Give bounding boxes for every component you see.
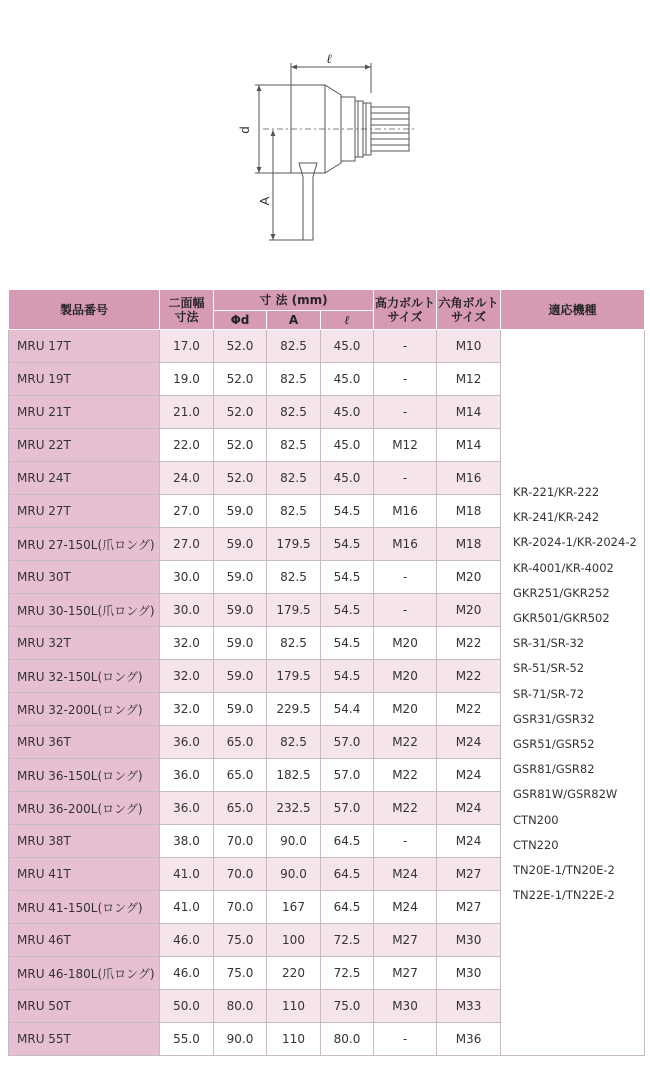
header-part-no: 製品番号 [9,290,160,330]
part-no-cell: MRU 27T [9,495,160,528]
compatible-model: GSR51/GSR52 [513,737,595,752]
hsb-cell: - [374,1023,437,1056]
hsb-cell: M27 [374,957,437,990]
d-cell: 90.0 [214,1023,267,1056]
d-cell: 52.0 [214,429,267,462]
flat-cell: 46.0 [160,924,214,957]
compatible-model: CTN220 [513,837,559,852]
flat-cell: 32.0 [160,627,214,660]
hex-cell: M22 [437,693,501,726]
flat-cell: 22.0 [160,429,214,462]
hsb-cell: M24 [374,858,437,891]
part-no-cell: MRU 24T [9,462,160,495]
flat-cell: 41.0 [160,891,214,924]
compatible-model: TN20E-1/TN20E-2 [513,863,615,878]
compatible-model: GKR501/GKR502 [513,611,610,626]
compatible-model: GSR81W/GSR82W [513,787,618,802]
flat-cell: 30.0 [160,594,214,627]
hsb-cell: M20 [374,693,437,726]
a-cell: 229.5 [267,693,321,726]
hsb-cell: - [374,363,437,396]
d-cell: 52.0 [214,363,267,396]
hsb-cell: M22 [374,726,437,759]
socket-drawing [225,45,425,250]
d-cell: 59.0 [214,495,267,528]
hsb-cell: M16 [374,528,437,561]
a-cell: 82.5 [267,396,321,429]
a-cell: 82.5 [267,363,321,396]
hsb-cell: M22 [374,759,437,792]
d-cell: 70.0 [214,825,267,858]
d-cell: 70.0 [214,858,267,891]
a-cell: 220 [267,957,321,990]
flat-cell: 36.0 [160,726,214,759]
hex-cell: M14 [437,396,501,429]
part-no-cell: MRU 38T [9,825,160,858]
hex-cell: M22 [437,627,501,660]
hex-cell: M33 [437,990,501,1023]
l-cell: 54.5 [321,660,374,693]
l-cell: 54.5 [321,627,374,660]
d-cell: 52.0 [214,462,267,495]
a-cell: 82.5 [267,495,321,528]
l-cell: 72.5 [321,957,374,990]
a-cell: 179.5 [267,594,321,627]
a-cell: 179.5 [267,528,321,561]
hsb-cell: - [374,825,437,858]
a-cell: 82.5 [267,462,321,495]
part-no-cell: MRU 36T [9,726,160,759]
a-cell: 167 [267,891,321,924]
l-cell: 45.0 [321,330,374,363]
hsb-cell: M20 [374,660,437,693]
part-no-cell: MRU 46T [9,924,160,957]
a-cell: 90.0 [267,825,321,858]
l-cell: 64.5 [321,825,374,858]
compatible-model: SR-31/SR-32 [513,636,585,651]
hsb-cell: - [374,330,437,363]
a-cell: 90.0 [267,858,321,891]
l-cell: 64.5 [321,858,374,891]
part-no-cell: MRU 21T [9,396,160,429]
d-cell: 75.0 [214,957,267,990]
hsb-cell: - [374,561,437,594]
hex-cell: M27 [437,891,501,924]
hex-cell: M24 [437,792,501,825]
flat-cell: 21.0 [160,396,214,429]
part-no-cell: MRU 36-200L(ロング) [9,792,160,825]
hex-cell: M22 [437,660,501,693]
hex-cell: M30 [437,924,501,957]
flat-cell: 19.0 [160,363,214,396]
a-cell: 82.5 [267,330,321,363]
d-cell: 59.0 [214,660,267,693]
hsb-cell: - [374,594,437,627]
hex-cell: M10 [437,330,501,363]
hsb-cell: - [374,396,437,429]
flat-cell: 46.0 [160,957,214,990]
spec-table [8,289,645,1056]
d-cell: 59.0 [214,693,267,726]
hex-cell: M24 [437,825,501,858]
part-no-cell: MRU 19T [9,363,160,396]
flat-cell: 36.0 [160,759,214,792]
compatible-model: SR-71/SR-72 [513,686,585,701]
flat-cell: 55.0 [160,1023,214,1056]
hsb-cell: M22 [374,792,437,825]
compatible-model: SR-51/SR-52 [513,661,585,676]
l-cell: 64.5 [321,891,374,924]
hex-cell: M24 [437,726,501,759]
header-width-across-flats: 二面幅 寸法 [160,290,214,330]
l-cell: 75.0 [321,990,374,1023]
d-cell: 65.0 [214,759,267,792]
flat-cell: 50.0 [160,990,214,1023]
part-no-cell: MRU 30-150L(爪ロング) [9,594,160,627]
hsb-cell: M20 [374,627,437,660]
hex-cell: M20 [437,561,501,594]
part-no-cell: MRU 32-150L(ロング) [9,660,160,693]
l-cell: 54.5 [321,528,374,561]
part-no-cell: MRU 36-150L(ロング) [9,759,160,792]
a-cell: 179.5 [267,660,321,693]
hex-cell: M36 [437,1023,501,1056]
l-cell: 80.0 [321,1023,374,1056]
l-cell: 57.0 [321,726,374,759]
hsb-cell: M16 [374,495,437,528]
l-cell: 54.5 [321,495,374,528]
d-cell: 59.0 [214,627,267,660]
d-cell: 65.0 [214,792,267,825]
part-no-cell: MRU 50T [9,990,160,1023]
hex-cell: M12 [437,363,501,396]
claw-prong [299,163,317,240]
flat-cell: 17.0 [160,330,214,363]
compatible-model: KR-241/KR-242 [513,510,600,525]
header-l: ℓ [321,311,374,330]
flat-cell: 27.0 [160,495,214,528]
part-no-cell: MRU 55T [9,1023,160,1056]
hex-cell: M14 [437,429,501,462]
flat-cell: 41.0 [160,858,214,891]
header-a: A [267,311,321,330]
d-cell: 65.0 [214,726,267,759]
d-cell: 75.0 [214,924,267,957]
a-cell: 82.5 [267,561,321,594]
part-no-cell: MRU 41T [9,858,160,891]
a-cell: 182.5 [267,759,321,792]
table-row [9,330,645,363]
d-cell: 59.0 [214,561,267,594]
compatible-model: KR-2024-1/KR-2024-2 [513,535,637,550]
compatible-model: TN22E-1/TN22E-2 [513,888,615,903]
a-cell: 110 [267,1023,321,1056]
flat-cell: 38.0 [160,825,214,858]
l-cell: 57.0 [321,759,374,792]
hex-cell: M18 [437,495,501,528]
part-no-cell: MRU 30T [9,561,160,594]
a-cell: 82.5 [267,726,321,759]
part-no-cell: MRU 41-150L(ロング) [9,891,160,924]
flat-cell: 32.0 [160,693,214,726]
hex-cell: M30 [437,957,501,990]
part-no-cell: MRU 32-200L(ロング) [9,693,160,726]
flat-cell: 27.0 [160,528,214,561]
part-no-cell: MRU 22T [9,429,160,462]
l-cell: 72.5 [321,924,374,957]
hex-cell: M20 [437,594,501,627]
l-cell: 45.0 [321,363,374,396]
label-l: ℓ [326,52,332,67]
d-cell: 80.0 [214,990,267,1023]
hex-cell: M27 [437,858,501,891]
l-cell: 45.0 [321,396,374,429]
compatible-model: GSR81/GSR82 [513,762,595,777]
hsb-cell: - [374,462,437,495]
part-no-cell: MRU 32T [9,627,160,660]
compatible-model: CTN200 [513,812,559,827]
compatible-models-cell [501,330,645,1056]
header-compatible-models: 適応機種 [501,290,645,330]
header-high-strength-bolt: 高力ボルト サイズ [374,290,437,330]
part-no-cell: MRU 46-180L(爪ロング) [9,957,160,990]
header-hex-bolt: 六角ボルト サイズ [437,290,501,330]
hsb-cell: M30 [374,990,437,1023]
hex-cell: M16 [437,462,501,495]
l-cell: 54.5 [321,561,374,594]
flat-cell: 24.0 [160,462,214,495]
compatible-model: GKR251/GKR252 [513,585,610,600]
part-no-cell: MRU 27-150L(爪ロング) [9,528,160,561]
flat-cell: 30.0 [160,561,214,594]
hsb-cell: M24 [374,891,437,924]
compatible-model: GSR31/GSR32 [513,711,595,726]
d-cell: 52.0 [214,330,267,363]
l-cell: 45.0 [321,429,374,462]
hex-cell: M18 [437,528,501,561]
hex-cell: M24 [437,759,501,792]
d-cell: 52.0 [214,396,267,429]
a-cell: 110 [267,990,321,1023]
hsb-cell: M12 [374,429,437,462]
d-cell: 70.0 [214,891,267,924]
d-cell: 59.0 [214,528,267,561]
l-cell: 57.0 [321,792,374,825]
flat-cell: 32.0 [160,660,214,693]
label-d: d [237,126,252,134]
a-cell: 82.5 [267,627,321,660]
header-dimensions: 寸 法 (mm) [214,290,374,311]
a-cell: 100 [267,924,321,957]
compatible-model: KR-4001/KR-4002 [513,560,614,575]
label-a: A [257,196,272,206]
hsb-cell: M27 [374,924,437,957]
a-cell: 82.5 [267,429,321,462]
flat-cell: 36.0 [160,792,214,825]
l-cell: 54.4 [321,693,374,726]
compatible-model: KR-221/KR-222 [513,485,600,499]
a-cell: 232.5 [267,792,321,825]
part-no-cell: MRU 17T [9,330,160,363]
d-cell: 59.0 [214,594,267,627]
l-cell: 54.5 [321,594,374,627]
l-cell: 45.0 [321,462,374,495]
header-phi-d: Φd [214,311,267,330]
